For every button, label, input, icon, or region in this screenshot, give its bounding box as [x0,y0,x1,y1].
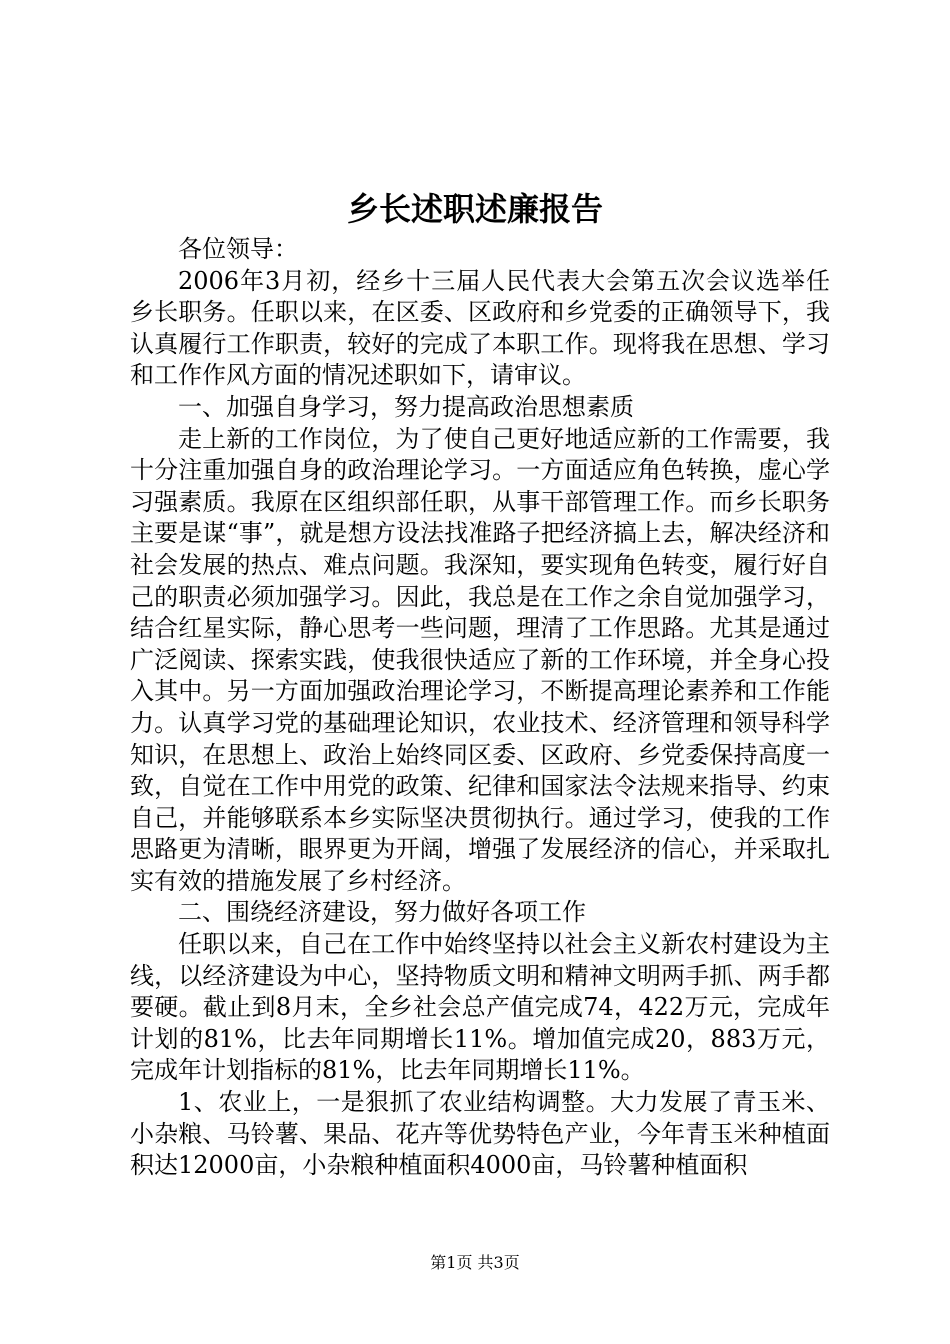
paragraph-agriculture: 1、农业上，一是狠抓了农业结构调整。大力发展了青玉米、小杂粮、马铃薯、果品、花卉等优势特色产业，今年青玉米种植面积达12000亩，小杂粮种植面积4000亩，马铃薯种植面积 [130,1088,830,1180]
paragraph-economy: 任职以来，自己在工作中始终坚持以社会主义新农村建设为主线，以经济建设为中心，坚持物质文明和精神文明两手抓、两手都要硬。截止到8月末，全乡社会总产值完成74，422万元，完成年计划的81%，比去年同期增长11%。增加值完成20，883万元，完成年计划指标的81%，比去年同期增长11%。 [130,930,830,1085]
section-heading-1: 一、加强自身学习，努力提高政治思想素质 [178,392,634,421]
document-body [130,234,830,1182]
salutation: 各位领导： [178,235,298,263]
paragraph-study: 走上新的工作岗位，为了使自己更好地适应新的工作需要，我十分注重加强自身的政治理论学习。一方面适应角色转换，虚心学习强素质。我原在区组织部任职，从事干部管理工作。而乡长职务主要是谋“事”，就是想方设法找准路子把经济搞上去，解决经济和社会发展的热点、难点问题。我深知，要实现角色转变，履行好自己的职责必须加强学习。因此，我总是在工作之余自觉加强学习，结合红星实际，静心思考一些问题，理清了工作思路。尤其是通过广泛阅读、探索实践，使我很快适应了新的工作环境，并全身心投入其中。另一方面加强政治理论学习，不断提高理论素养和工作能力。认真学习党的基础理论知识，农业技术、经济管理和领导科学知识，在思想上、政治上始终同区委、区政府、乡党委保持高度一致，自觉在工作中用党的政策、纪律和国家法令法规来指导、约束自己，并能够联系本乡实际坚决贯彻执行。通过学习，使我的工作思路更为清晰，眼界更为开阔，增强了发展经济的信心，并采取扎实有效的措施发展了乡村经济。 [130,424,830,895]
section-heading-2: 二、围绕经济建设，努力做好各项工作 [178,898,586,927]
paragraph-intro: 2006年3月初，经乡十三届人民代表大会第五次会议选举任乡长职务。任职以来，在区委、区政府和乡党委的正确领导下，我认真履行工作职责，较好的完成了本职工作。现将我在思想、学习和工作作风方面的情况述职如下，请审议。 [130,266,830,390]
page-number: 第1页 共3页 [430,1253,520,1272]
document-title: 乡长述职述廉报告 [346,190,603,228]
